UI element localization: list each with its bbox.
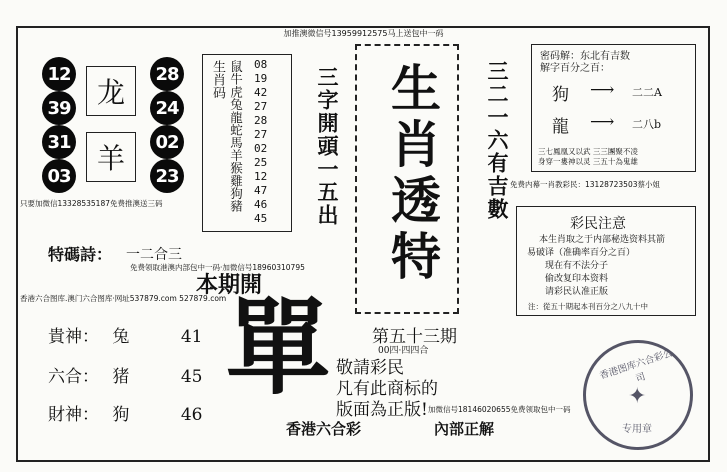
- current-issue-label: 本期開: [196, 272, 263, 298]
- single-character: 單: [226, 286, 331, 409]
- table-number: 02: [254, 142, 268, 155]
- god-animal: 狗: [112, 405, 130, 425]
- table-number: 42: [254, 86, 268, 99]
- god-row-2: [48, 362, 202, 387]
- riddle-row1-value: 二二A: [632, 86, 662, 99]
- riddle-row2-value: 二八b: [632, 118, 662, 131]
- issue-sub: 00四·四四合: [378, 346, 429, 356]
- god-animal: 兔: [112, 327, 130, 347]
- god-label: 六合：: [48, 367, 99, 387]
- contact-right: 免费内幕一肖教彩民：13128723503蔡小姐: [510, 180, 660, 189]
- top-notice: 加推澳微信号13959912575马上送包中一码: [283, 29, 444, 38]
- table-number: 12: [254, 170, 268, 183]
- issue-number: 第五十三期: [372, 327, 457, 347]
- ball-left-3: 31: [42, 125, 76, 159]
- god-row-3: [48, 400, 202, 425]
- notice-line: 本生肖取之于内部秘选资料其箭: [539, 235, 666, 245]
- ball-left-2: 39: [42, 91, 76, 125]
- god-number: 45: [180, 367, 203, 387]
- notice-line: 易破译（准确率百分之百）: [527, 248, 636, 258]
- notice-line: 偷改复印本资料: [545, 274, 609, 284]
- left-note: 只要加微信13328535187免费推澳送三码: [20, 199, 163, 208]
- stamp-text: 香港图库六合彩公司: [598, 347, 675, 385]
- bottom-note: 加微信号18146020655免费领取包中一码: [428, 405, 571, 414]
- zodiac-box-sheep: 羊: [86, 132, 136, 182]
- notice-bottom: 注：從五十期起本刊百分之八九十中: [528, 302, 648, 311]
- god-row-1: [48, 322, 202, 347]
- ball-left-1: 12: [42, 57, 76, 91]
- riddle-line1: 密码解：东北有吉数: [540, 51, 630, 62]
- slogan-left: 三字開頭一五出: [315, 66, 340, 227]
- table-number: 25: [254, 156, 268, 169]
- notice-line: 请彩民认准正版: [545, 287, 609, 297]
- star-icon: ✦: [628, 384, 647, 409]
- poem-note: 免费领取港澳内部包中一码·加微信号18960310795: [130, 263, 305, 272]
- table-number: 27: [254, 100, 268, 113]
- arrow-right-icon: ⟶: [590, 80, 615, 100]
- ball-left-4: 03: [42, 159, 76, 193]
- warning-line: 敬請彩民: [336, 358, 404, 378]
- ball-right-3: 02: [150, 125, 184, 159]
- table-number: 19: [254, 72, 268, 85]
- table-animals: 鼠牛虎兔龍蛇馬羊猴雞狗豬: [228, 60, 244, 213]
- table-number: 27: [254, 128, 268, 141]
- god-number: 41: [180, 327, 203, 347]
- god-number: 46: [180, 405, 203, 425]
- riddle-row1-label: 狗: [552, 85, 569, 105]
- ball-right-1: 28: [150, 57, 184, 91]
- ball-right-2: 24: [150, 91, 184, 125]
- slogan-right: 三二一六有吉數: [485, 60, 510, 221]
- warning-line: 凡有此商标的: [336, 379, 438, 399]
- arrow-right-icon: ⟶: [590, 112, 615, 132]
- ball-right-4: 23: [150, 159, 184, 193]
- table-title: 生肖码: [210, 60, 225, 99]
- table-number: 45: [254, 212, 268, 225]
- god-label: 貴神：: [48, 327, 99, 347]
- stamp-bottom-text: 专用章: [622, 424, 652, 435]
- table-number: 08: [254, 58, 268, 71]
- main-title: 生肖透特: [383, 62, 442, 286]
- warning-line: 版面為正版!: [336, 400, 428, 420]
- god-animal: 猪: [112, 367, 130, 387]
- notice-line: 现在有不法分子: [545, 261, 609, 271]
- notice-body: [527, 234, 665, 299]
- warning-text: [336, 358, 438, 421]
- table-number: 47: [254, 184, 268, 197]
- table-numbers: [254, 58, 267, 226]
- table-number: 46: [254, 198, 268, 211]
- notice-title: 彩民注意: [570, 216, 626, 232]
- bottom-mid-label: 內部正解: [434, 420, 495, 438]
- bottom-left-label: 香港六合彩: [286, 420, 362, 438]
- god-label: 財神：: [48, 405, 99, 425]
- zodiac-box-dragon: 龙: [86, 66, 136, 116]
- riddle-note2: 身穿一婁神以灵 三五十為鬼雄: [538, 157, 638, 166]
- table-number: 28: [254, 114, 268, 127]
- riddle-row2-label: 龍: [552, 117, 569, 137]
- web-note: 香港六合图库.澳门六合图库·网址537879.com 527879.com: [20, 294, 227, 303]
- riddle-line2: 解字百分之百：: [540, 63, 610, 74]
- riddle-note1: 三七鳳凰又以武 三三團聚不凌: [538, 147, 638, 156]
- poem-text: 一二合三: [126, 247, 182, 263]
- poem-label: 特碼詩：: [48, 245, 113, 264]
